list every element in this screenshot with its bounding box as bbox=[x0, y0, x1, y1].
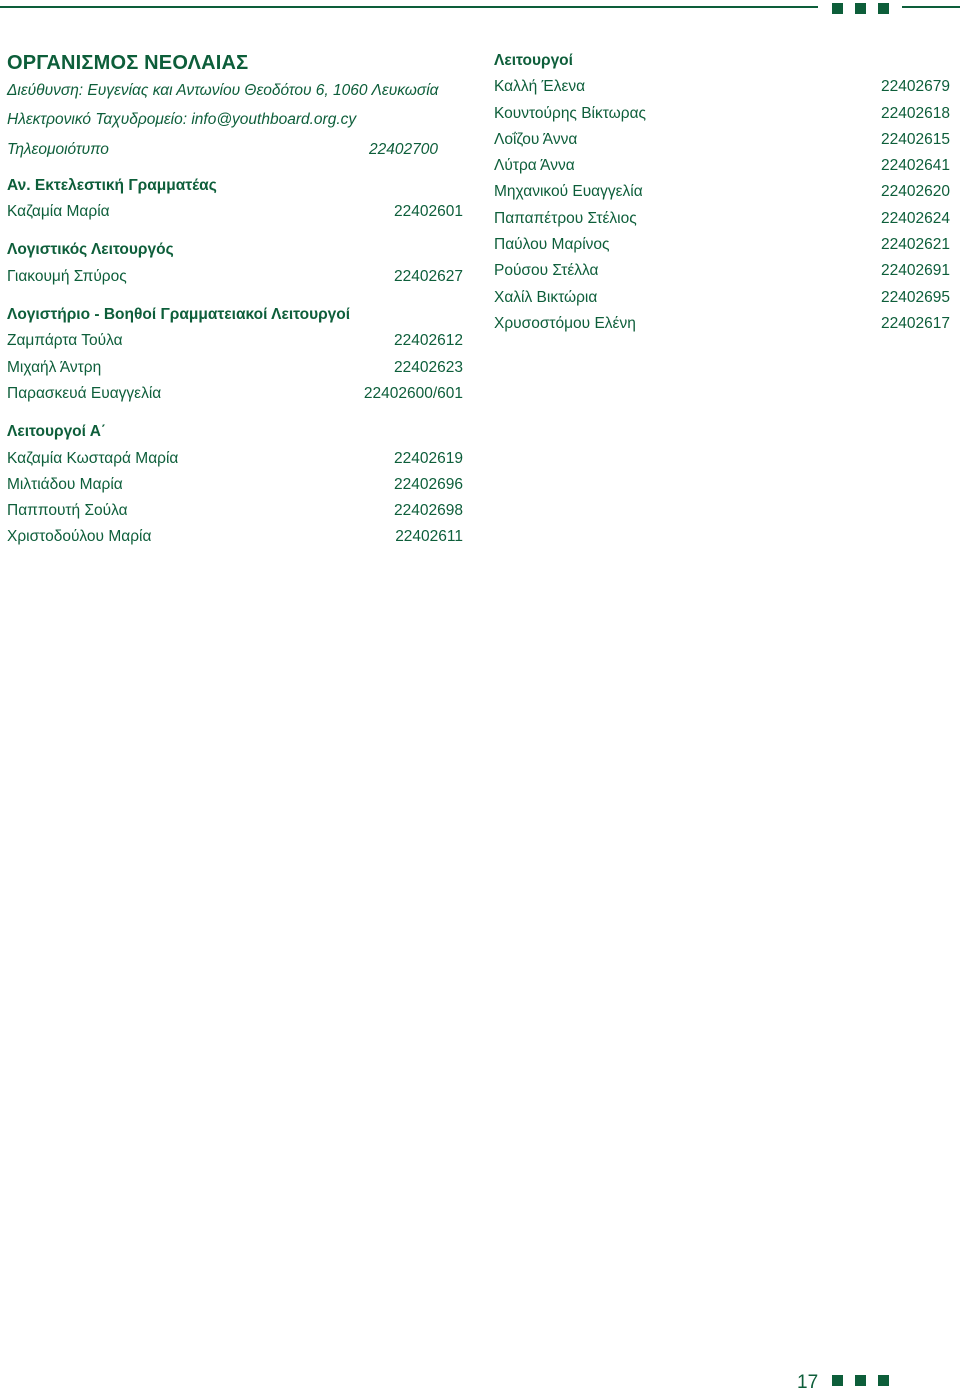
contact-row bbox=[7, 264, 463, 290]
contact-name: Παύλου Μαρίνος bbox=[494, 236, 610, 254]
staff-section bbox=[7, 302, 463, 407]
contact-phone: 22402696 bbox=[394, 475, 463, 493]
org-email: Ηλεκτρονικό Ταχυδρομείο: info@youthboard.org.cy bbox=[7, 111, 357, 129]
contact-row bbox=[494, 179, 950, 205]
staff-section bbox=[7, 173, 463, 226]
contact-name: Χρυσοστόμου Ελένη bbox=[494, 314, 636, 332]
contact-name: Παππουτή Σούλα bbox=[7, 502, 128, 520]
org-fax: Τηλεομοιότυπο 22402700 bbox=[7, 137, 463, 163]
contact-phone: 22402601 bbox=[394, 203, 463, 221]
contact-name: Ζαμπάρτα Τούλα bbox=[7, 332, 123, 350]
contact-row bbox=[7, 381, 463, 407]
contact-name: Μηχανικού Ευαγγελία bbox=[494, 183, 643, 201]
contact-name: Παρασκευά Ευαγγελία bbox=[7, 384, 162, 402]
section-heading: Λογιστικός Λειτουργός bbox=[7, 241, 174, 259]
contact-row bbox=[494, 285, 950, 311]
contact-phone: 22402691 bbox=[881, 262, 950, 280]
contact-name: Μιλτιάδου Μαρία bbox=[7, 475, 123, 493]
contact-name: Χαλίλ Βικτώρια bbox=[494, 288, 598, 306]
contact-name: Λοΐζου Άννα bbox=[494, 130, 578, 148]
contact-row bbox=[494, 258, 950, 284]
fax-number: 22402700 bbox=[369, 140, 438, 158]
contact-name: Ρούσου Στέλλα bbox=[494, 262, 599, 280]
contact-row bbox=[7, 524, 463, 550]
section-heading: Αν. Εκτελεστική Γραμματέας bbox=[7, 176, 217, 194]
staff-section bbox=[7, 419, 463, 550]
contact-name: Λύτρα Άννα bbox=[494, 157, 575, 175]
contact-row bbox=[7, 498, 463, 524]
contact-phone: 22402641 bbox=[881, 157, 950, 175]
contact-row bbox=[494, 232, 950, 258]
left-sections bbox=[7, 173, 463, 551]
section-heading: Λειτουργοί bbox=[494, 52, 573, 69]
contact-phone: 22402695 bbox=[881, 288, 950, 306]
right-column bbox=[494, 48, 950, 337]
page-number: 17 bbox=[797, 1372, 819, 1393]
contact-phone: 22402620 bbox=[881, 183, 950, 201]
contact-phone: 22402624 bbox=[881, 209, 950, 227]
section-heading: Λογιστήριο - Βοηθοί Γραμματειακοί Λειτουργοί bbox=[7, 306, 351, 324]
contact-name: Καζαμία Μαρία bbox=[7, 203, 110, 221]
contact-phone: 22402615 bbox=[881, 130, 950, 148]
contact-phone: 22402618 bbox=[881, 104, 950, 122]
contact-row bbox=[7, 446, 463, 472]
decor-square-icon bbox=[855, 3, 866, 14]
contact-name: Καζαμία Κωσταρά Μαρία bbox=[7, 449, 179, 467]
contact-name: Καλλή Έλενα bbox=[494, 78, 586, 96]
decor-square-icon bbox=[878, 1375, 889, 1386]
contact-row bbox=[7, 328, 463, 354]
contact-phone: 22402679 bbox=[881, 78, 950, 96]
contact-row bbox=[494, 206, 950, 232]
decor-square-icon bbox=[855, 1375, 866, 1386]
top-rule bbox=[0, 6, 818, 8]
section-heading: Λειτουργοί Α΄ bbox=[7, 423, 107, 441]
contact-row bbox=[494, 127, 950, 153]
contact-row bbox=[494, 101, 950, 127]
contact-row bbox=[7, 472, 463, 498]
contact-row bbox=[494, 74, 950, 100]
contact-phone: 22402617 bbox=[881, 314, 950, 332]
contact-phone: 22402621 bbox=[881, 236, 950, 254]
contact-phone: 22402627 bbox=[394, 267, 463, 285]
contact-phone: 22402698 bbox=[394, 502, 463, 520]
top-rule-right bbox=[902, 6, 960, 8]
staff-section bbox=[7, 237, 463, 290]
contact-name: Γιακουμή Σπύρος bbox=[7, 267, 127, 285]
decor-square-icon bbox=[878, 3, 889, 14]
org-address: Διεύθυνση: Ευγενίας και Αντωνίου Θεοδότου 6, 1060 Λευκωσία bbox=[7, 82, 439, 99]
contact-phone: 22402612 bbox=[394, 332, 463, 350]
contact-name: Χριστοδούλου Μαρία bbox=[7, 528, 152, 546]
contact-phone: 22402611 bbox=[395, 528, 463, 546]
decor-square-icon bbox=[832, 3, 843, 14]
contact-phone: 22402619 bbox=[394, 449, 463, 467]
right-rows bbox=[494, 74, 950, 337]
decor-square-icon bbox=[832, 1375, 843, 1386]
contact-name: Παπαπέτρου Στέλιος bbox=[494, 209, 637, 227]
left-column bbox=[7, 48, 463, 551]
contact-row bbox=[7, 199, 463, 225]
contact-name: Μιχαήλ Άντρη bbox=[7, 358, 102, 376]
contact-phone: 22402600/601 bbox=[363, 384, 463, 402]
contact-name: Κουντούρης Βίκτωρας bbox=[494, 104, 646, 122]
contact-row bbox=[7, 355, 463, 381]
contact-row bbox=[494, 311, 950, 337]
contact-row bbox=[494, 153, 950, 179]
contact-phone: 22402623 bbox=[394, 358, 463, 376]
org-title: ΟΡΓΑΝΙΣΜΟΣ ΝΕΟΛΑΙΑΣ bbox=[7, 52, 249, 74]
